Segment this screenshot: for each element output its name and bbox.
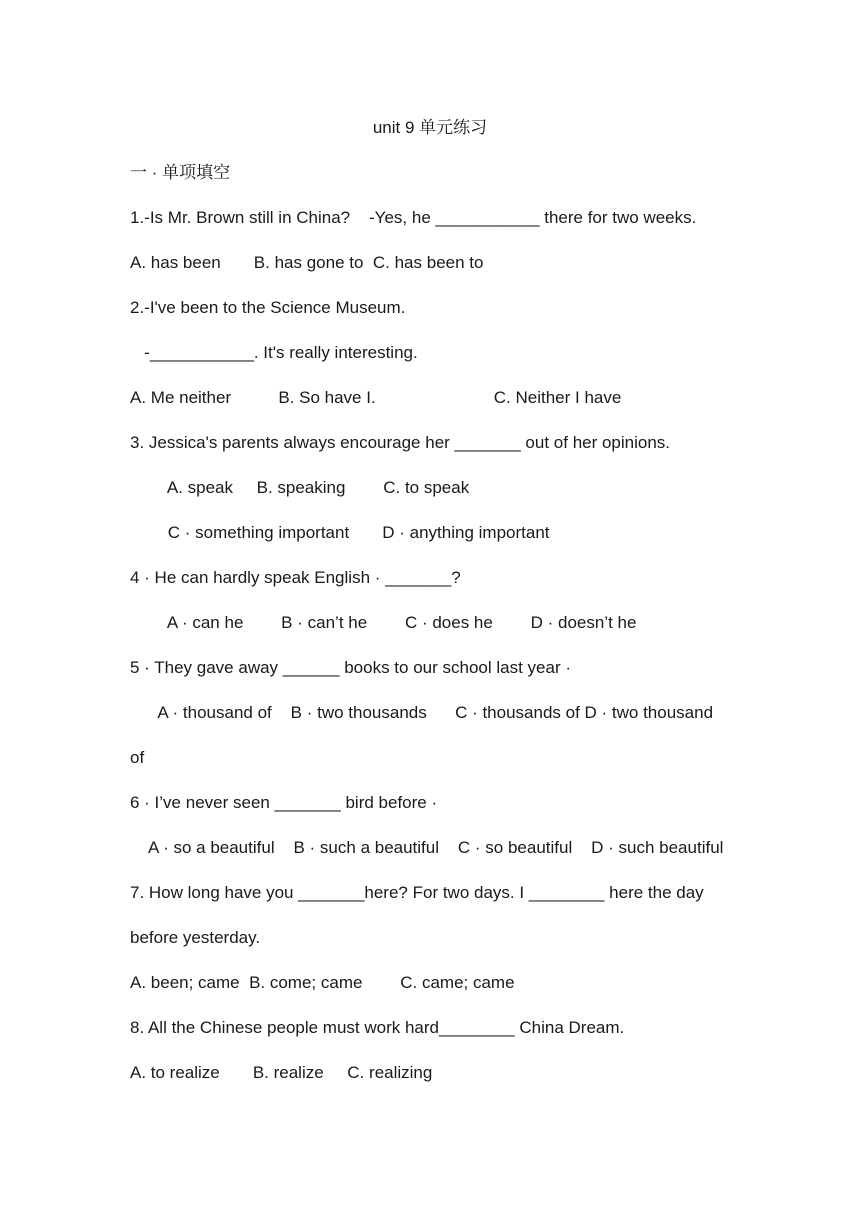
question-5: 5 · They gave away ______ books to our school last year · (130, 658, 571, 677)
question-3-options-extra: C · something important D · anything important (130, 523, 550, 542)
question-6-options: A · so a beautiful B · such a beautiful C · so beautiful D · such beautiful (130, 838, 724, 857)
question-7-continued: before yesterday. (130, 928, 261, 947)
question-5-options-continued: of (130, 748, 145, 767)
document-title: unit 9 单元练习 (372, 118, 488, 137)
question-5-options: A · thousand of B · two thousands C · thousands of D · two thousand (130, 703, 714, 722)
question-2-response: -___________. It's really interesting. (130, 343, 418, 362)
section-heading: 一 · 单项填空 (130, 163, 231, 182)
question-3: 3. Jessica's parents always encourage her _______ out of her opinions. (130, 433, 671, 452)
question-4: 4 · He can hardly speak English · _______? (130, 568, 461, 587)
question-2-options: A. Me neither B. So have I. C. Neither I have (130, 388, 622, 407)
question-2: 2.-I've been to the Science Museum. (130, 298, 406, 317)
question-6: 6 · I’ve never seen _______ bird before · (130, 793, 438, 812)
question-3-options: A. speak B. speaking C. to speak (130, 478, 470, 497)
question-1-options: A. has been B. has gone to C. has been to (130, 253, 484, 272)
question-8: 8. All the Chinese people must work hard________ China Dream. (130, 1018, 625, 1037)
question-1: 1.-Is Mr. Brown still in China? -Yes, he ___________ there for two weeks. (130, 208, 697, 227)
question-4-options: A · can he B · can’t he C · does he D · doesn’t he (130, 613, 637, 632)
question-8-options: A. to realize B. realize C. realizing (130, 1063, 433, 1082)
question-7: 7. How long have you _______here? For two days. I ________ here the day (130, 883, 704, 902)
question-7-options: A. been; came B. come; came C. came; came (130, 973, 515, 992)
